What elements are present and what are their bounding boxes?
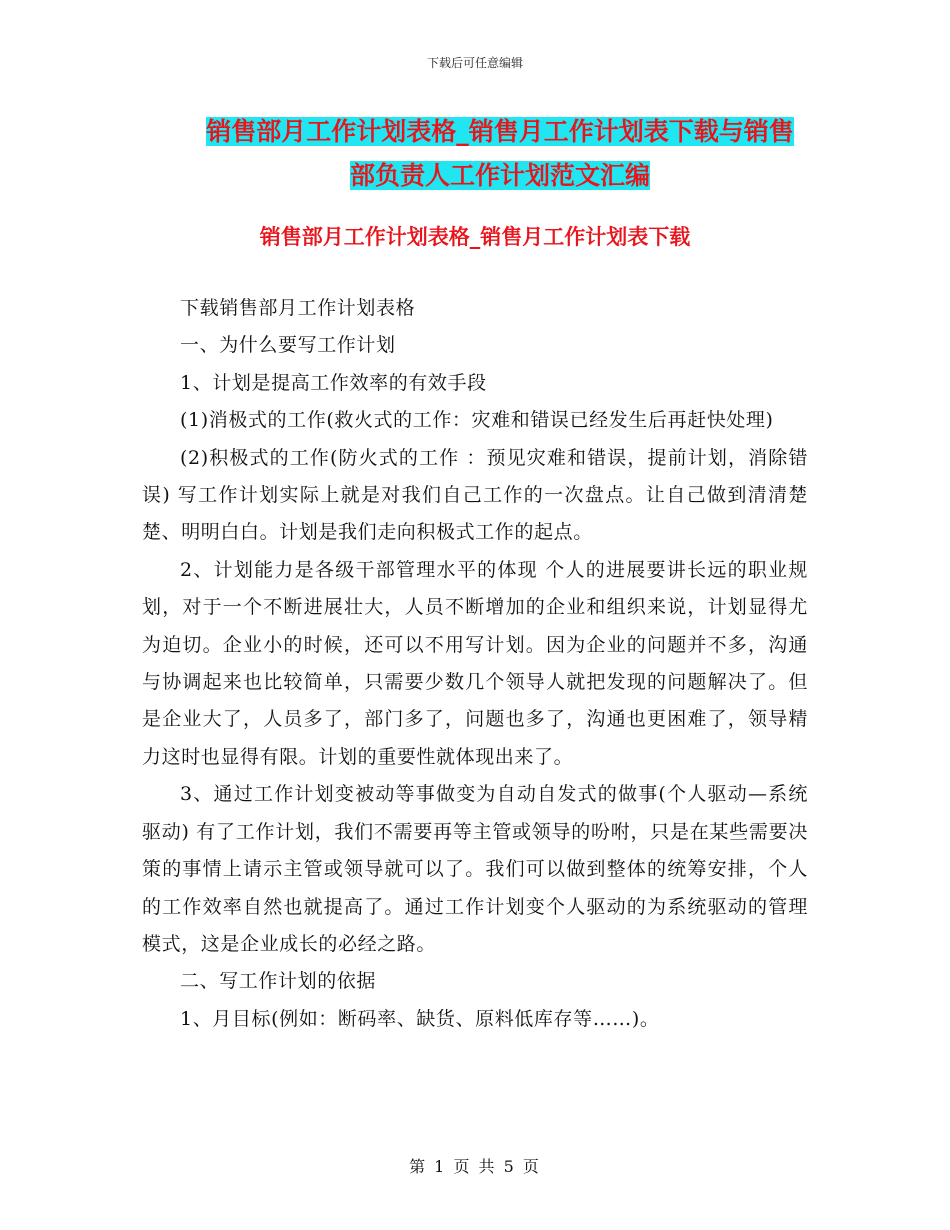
paragraph: 二、写工作计划的依据	[180, 970, 377, 993]
paragraph: (2)积极式的工作(防火式的工作 ：预见灾难和错误，提前计划，消除错误) 写工作计划实际上就是对我们自己工作的一次盘点。让自己做到清清楚楚、明明白白。计划是我们走向积极式工作的起点。	[142, 446, 808, 544]
paragraph: 一、为什么要写工作计划	[180, 334, 396, 357]
paragraph: 2、计划能力是各级干部管理水平的体现 个人的进展要讲长远的职业规划，对于一个不断进展壮大，人员不断增加的企业和组织来说，计划显得尤为迫切。企业小的时候，还可以不用写计划。因为企业的问题并不多，沟通与协调起来也比较简单，只需要少数几个领导人就把发现的问题解决了。但是企业大了，人员多了，部门多了，问题也多了，沟通也更困难了，领导精力这时也显得有限。计划的重要性就体现出来了。	[142, 558, 808, 768]
document-title-line-1: 销售部月工作计划表格_销售月工作计划表下载与销售	[206, 117, 794, 146]
document-title	[140, 110, 860, 198]
document-body	[142, 290, 808, 1038]
page-number: 第 1 页 共 5 页	[409, 1157, 541, 1176]
paragraph: 1、月目标(例如：断码率、缺货、原料低库存等……)。	[180, 1007, 660, 1030]
paragraph: 下载销售部月工作计划表格	[180, 297, 416, 319]
paragraph: 1、计划是提高工作效率的有效手段	[180, 371, 487, 394]
paragraph: 3、通过工作计划变被动等事做变为自动自发式的做事(个人驱动—系统驱动) 有了工作计划，我们不需要再等主管或领导的吩咐，只是在某些需要决策的事情上请示主管或领导就可以了。我们可以做到整体的统筹安排，个人的工作效率自然也就提高了。通过工作计划变个人驱动的为系统驱动的管理模式，这是企业成长的必经之路。	[142, 783, 808, 955]
header-note: 下载后可任意编辑	[426, 56, 523, 70]
document-title-line-2: 部负责人工作计划范文汇编	[349, 161, 650, 190]
section-title: 销售部月工作计划表格_销售月工作计划表下载	[259, 225, 691, 249]
paragraph: (1)消极式的工作(救火式的工作：灾难和错误已经发生后再赶快处理)	[180, 409, 774, 432]
